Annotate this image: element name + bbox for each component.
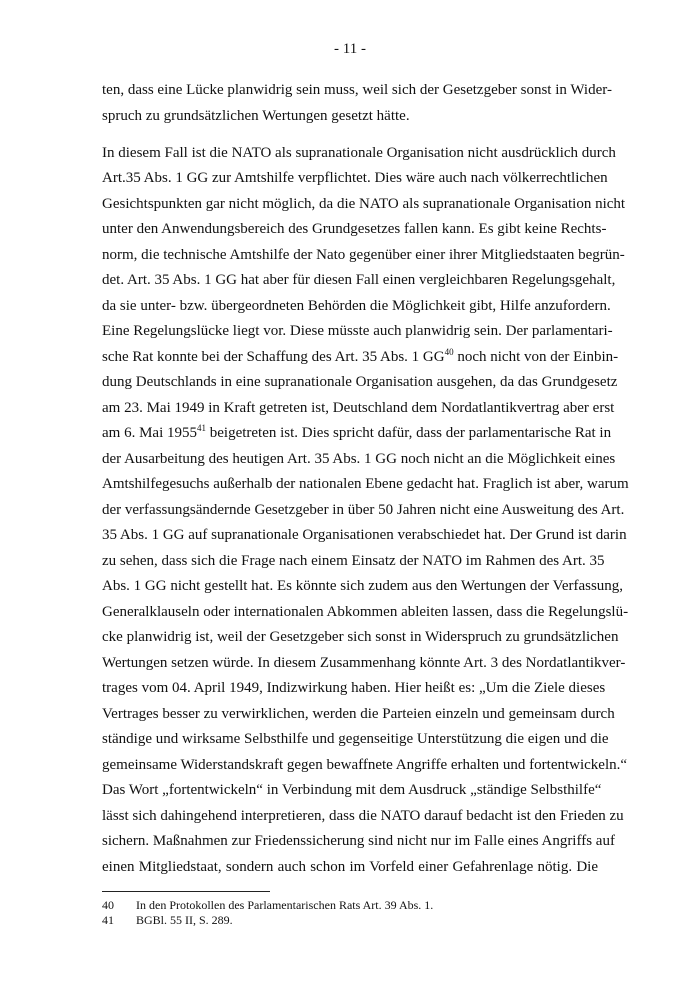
body-line: sichern. Maßnahmen zur Friedenssicherung sind nicht nur im Falle eines Angriffs auf [102,833,615,849]
body-line: ständige und wirksame Selbsthilfe und gegenseitige Unterstützung die eigen und die [102,731,609,747]
body-line: Wertungen setzen würde. In diesem Zusammenhang könnte Art. 3 des Nordatlantikver- [102,655,626,671]
line-text: am 6. Mai 1955 [102,425,197,441]
footnote-separator [102,891,270,892]
line-text: noch nicht von der Einbin- [453,349,619,365]
body-line: Eine Regelungslücke liegt vor. Diese müsste auch planwidrig sein. Der parlamentari- [102,323,613,339]
body-line: lässt sich dahingehend interpretieren, dass die NATO darauf bedacht ist den Frieden zu [102,808,624,824]
body-line: da sie unter- bzw. übergeordneten Behörden die Möglichkeit gibt, Hilfe anzufordern. [102,298,611,314]
footnote-number: 41 [102,913,114,927]
body-line: det. Art. 35 Abs. 1 GG hat aber für diesen Fall einen vergleichbaren Regelungsgehalt, [102,272,616,288]
body-line: cke planwidrig ist, weil der Gesetzgeber sich sonst in Widerspruch zu grundsätzlichen [102,629,619,645]
footnote-ref-41[interactable]: 41 [197,423,206,433]
footnote-text: BGBl. 55 II, S. 289. [136,913,233,927]
body-line: In diesem Fall ist die NATO als supranationale Organisation nicht ausdrücklich durch [102,145,616,161]
body-line: gemeinsame Widerstandskraft gegen bewaffnete Angriffe erhalten und fortentwickeln.“ [102,757,628,773]
body-line: unter den Anwendungsbereich des Grundgesetzes fallen kann. Es gibt keine Rechts- [102,221,607,237]
body-line: Das Wort „fortentwickeln“ in Verbindung mit dem Ausdruck „ständige Selbsthilfe“ [102,782,602,798]
body-line-with-footnote-ref [102,423,612,442]
body-line: Vertrages besser zu verwirklichen, werden die Parteien einzeln und gemeinsam durch [102,706,615,722]
body-line: der verfassungsändernde Gesetzgeber in über 50 Jahren nicht eine Ausweitung des Art. [102,502,625,518]
footnote-40 [102,898,433,912]
body-line-with-footnote-ref [102,347,619,366]
body-line: spruch zu grundsätzlichen Wertungen gesetzt hätte. [102,108,410,124]
body-line: Art.35 Abs. 1 GG zur Amtshilfe verpflichtet. Dies wäre auch nach völkerrechtlichen [102,170,608,186]
body-line: 35 Abs. 1 GG auf supranationale Organisationen verabschiedet hat. Der Grund ist darin [102,527,627,543]
body-line: Abs. 1 GG nicht gestellt hat. Es könnte sich zudem aus den Wertungen der Verfassung, [102,578,624,594]
body-line: Amtshilfegesuchs außerhalb der nationalen Ebene gedacht hat. Fraglich ist aber, warum [102,476,629,492]
body-line: der Ausarbeitung des heutigen Art. 35 Abs. 1 GG noch nicht an die Möglichkeit eines [102,451,616,467]
body-line: dung Deutschlands in eine supranationale Organisation ausgehen, da das Grundgesetz [102,374,618,390]
body-line: trages vom 04. April 1949, Indizwirkung haben. Hier heißt es: „Um die Ziele dieses [102,680,606,696]
line-text: sche Rat konnte bei der Schaffung des Art. 35 Abs. 1 GG [102,349,445,365]
body-line: Generalklauseln oder internationalen Abkommen ableiten lassen, dass die Regelungslü- [102,604,629,620]
footnote-ref-40[interactable]: 40 [444,347,454,357]
body-line: zu sehen, dass sich die Frage nach einem Einsatz der NATO im Rahmen des Art. 35 [102,553,605,569]
body-line: Gesichtspunkten gar nicht möglich, da die NATO als supranationale Organisation nicht [102,196,626,212]
line-text: beigetreten ist. Dies spricht dafür, dass der parlamentarische Rat in [206,425,612,441]
body-line: ten, dass eine Lücke planwidrig sein muss, weil sich der Gesetzgeber sonst in Wider- [102,82,612,98]
body-line: norm, die technische Amtshilfe der Nato gegenüber einer ihrer Mitgliedstaaten begrün- [102,247,625,263]
footnote-text: In den Protokollen des Parlamentarischen Rats Art. 39 Abs. 1. [136,898,434,912]
footnote-number: 40 [102,898,114,912]
footnote-41 [102,913,233,927]
page-number: - 11 - [334,41,366,57]
body-line: am 23. Mai 1949 in Kraft getreten ist, Deutschland dem Nordatlantikvertrag aber erst [102,400,615,416]
body-line: einen Mitgliedstaat, sondern auch schon im Vorfeld einer Gefahrenlage nötig. Die [102,859,598,875]
